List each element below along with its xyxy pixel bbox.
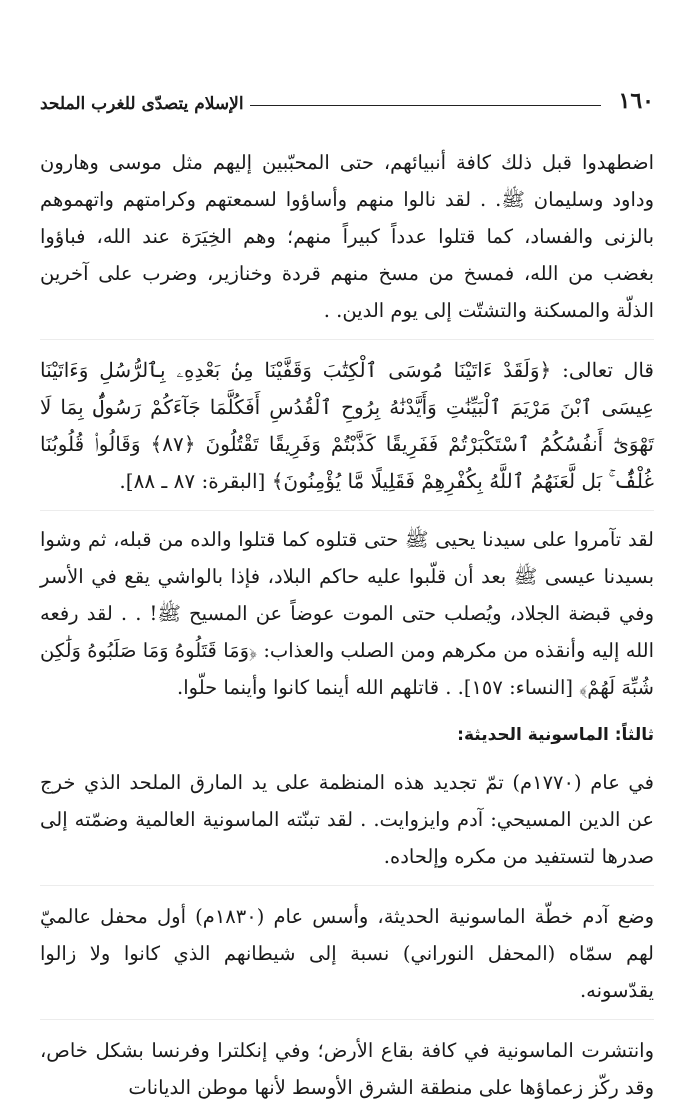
paragraph-separator (40, 885, 654, 886)
running-title: الإسلام يتصدّى للغرب الملحد (40, 94, 244, 114)
paragraph-persecution: اضطهدوا قبل ذلك كافة أنبيائهم، حتى المحبّبين إليهم مثل موسى وهارون وداود وسليمان ﷺ. . لقد نالوا منهم وأساؤوا لسمعتهم وكرامتهم واتهموهم بالزنى والفساد، كما قتلوا عدداً كبيراً منهم؛ وهم الخِيَرَة عند الله، فباؤوا بغضب من الله، فمسخ من مسخ منهم قردة وخنازير، وضرب على آخرين الذلّة والمسكنة والتشتّت إلى يوم الدين. . (40, 151, 654, 322)
paragraph-separator (40, 510, 654, 511)
quran-quote-baqarah: قال تعالى: ﴿وَلَقَدْ ءَاتَيْنَا مُوسَى ٱلْكِتَٰبَ وَقَفَّيْنَا مِنۢ بَعْدِهِۦ بِٱلرُّسُلِ وَءَاتَيْنَا عِيسَى ٱبْنَ مَرْيَمَ ٱلْبَيِّنَٰتِ وَأَيَّدْنَٰهُ بِرُوحِ ٱلْقُدُسِ أَفَكُلَّمَا جَآءَكُمْ رَسُولٌۢ بِمَا لَا تَهْوَىٰٓ أَنفُسُكُمُ ٱسْتَكْبَرْتُمْ فَفَرِيقًا كَذَّبْتُمْ وَفَرِيقًا تَقْتُلُونَ ﴿٨٧﴾ وَقَالُوا۟ قُلُوبُنَا غُلْفٌۢ ۚ بَل لَّعَنَهُمُ ٱللَّهُ بِكُفْرِهِمْ فَقَلِيلًا مَّا يُؤْمِنُونَ﴾ [البقرة: ٨٧ ـ ٨٨]. (40, 358, 654, 493)
paragraph-spread: وانتشرت الماسونية في كافة بقاع الأرض؛ وفي إنكلترا وفرنسا بشكل خاص، وقد ركّز زعماؤها على منطقة الشرق الأوسط لأنها موطن الديانات (40, 1039, 654, 1099)
header-rule (250, 105, 601, 106)
page-header (40, 78, 654, 114)
paragraph-1770: في عام (١٧٧٠م) تمّ تجديد هذه المنظمة على يد المارق الملحد الذي خرج عن الدين المسيحي: آدم وايزوايت. . لقد تبنّته الماسونية العالمية وضمّته إلى صدرها لتستفيد من مكره وإلحاده. (40, 771, 654, 868)
book-page (40, 78, 654, 1106)
paragraph-yahya-isa: لقد تآمروا على سيدنا يحيى ﷺ حتى قتلوه كما قتلوا والده من قبله، ثم وشوا بسيدنا عيسى ﷺ بعد أن قلّبوا عليه حاكم البلاد، فإذا بالواشي يقع في الأسر وفي قبضة الجلاد، ويُصلب حتى الموت عوضاً عن المسيح ﷺ! . . لقد رفعه الله إليه وأنقذه من مكرهم ومن الصلب والعذاب: ﴿وَمَا قَتَلُوهُ وَمَا صَلَبُوهُ وَلَٰكِن شُبِّهَ لَهُمْ﴾ [النساء: ١٥٧]. . قاتلهم الله أينما كانوا وأينما حلّوا. (40, 528, 654, 699)
page-number: ١٦٠ (618, 88, 654, 114)
paragraph-separator (40, 339, 654, 340)
paragraph-1830: وضع آدم خطّة الماسونية الحديثة، وأسس عام (١٨٣٠م) أول محفل عالميّ لهم سمّاه (المحفل النوراني) نسبة إلى شيطانهم الذي كانوا ولا زالوا يقدّسونه. (40, 905, 654, 1002)
paragraph-separator (40, 1019, 654, 1020)
section-heading: ثالثاً: الماسونية الحديثة: (457, 725, 654, 745)
